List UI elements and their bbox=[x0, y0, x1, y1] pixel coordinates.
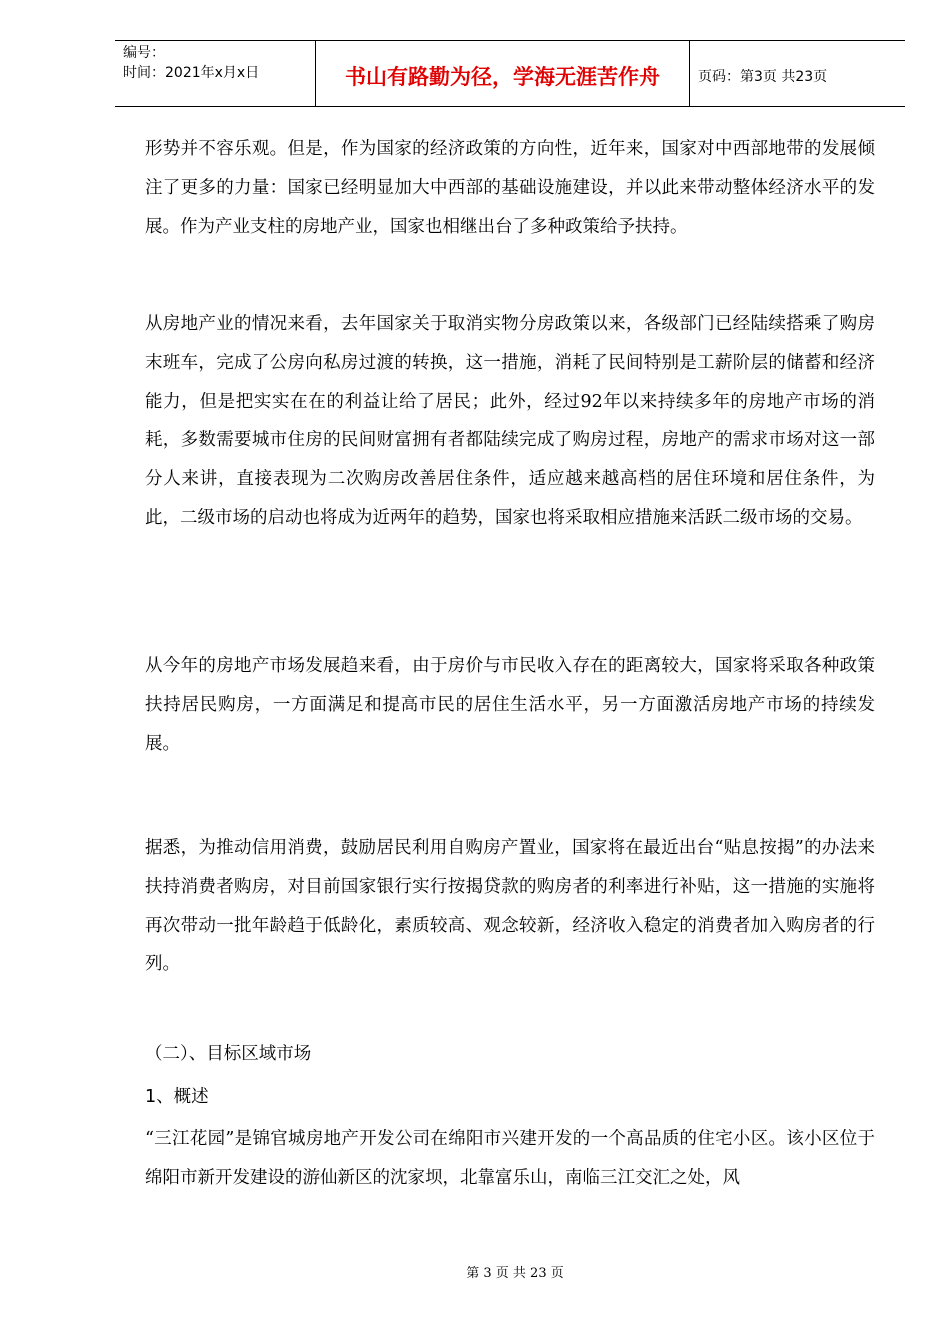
paragraph-2: 从房地产业的情况来看，去年国家关于取消实物分房政策以来，各级部门已经陆续搭乘了购房末班车，完成了公房向私房过渡的转换，这一措施，消耗了民间特别是工薪阶层的储蓄和经济能力，但是把实实在在的利益让给了居民；此外，经过92年以来持续多年的房地产市场的消耗，多数需要城市住房的民间财富拥有者都陆续完成了购房过程，房地产的需求市场对这一部分人来讲，直接表现为二次购房改善居住条件，适应越来越高档的居住环境和居住条件，为此，二级市场的启动也将成为近两年的趋势，国家也将采取相应措施来活跃二级市场的交易。 bbox=[145, 314, 875, 528]
page-header bbox=[115, 40, 905, 107]
subsection-heading: 1、概述 bbox=[145, 1087, 209, 1107]
document-date-label: 时间：2021年x月x日 bbox=[123, 65, 260, 81]
document-number-label: 编号： bbox=[123, 45, 165, 61]
page-footer: 第 3 页 共 23 页 bbox=[466, 1266, 564, 1281]
paragraph-1: 形势并不容乐观。但是，作为国家的经济政策的方向性，近年来，国家对中西部地带的发展倾注了更多的力量：国家已经明显加大中西部的基础设施建设，并以此来带动整体经济水平的发展。作为产业支柱的房地产业，国家也相继出台了多种政策给予扶持。 bbox=[145, 139, 875, 237]
section-heading: （二）、目标区域市场 bbox=[145, 1044, 312, 1064]
header-meta bbox=[115, 41, 316, 106]
paragraph-3: 从今年的房地产市场发展趋来看，由于房价与市民收入存在的距离较大，国家将采取各种政策扶持居民购房，一方面满足和提高市民的居住生活水平，另一方面激活房地产市场的持续发展。 bbox=[145, 656, 875, 754]
header-page-info: 页码：第3页 共23页 bbox=[698, 68, 828, 85]
header-motto: 书山有路勤为径，学海无涯苦作舟 bbox=[316, 41, 690, 106]
paragraph-5: “三江花园”是锦官城房地产开发公司在绵阳市兴建开发的一个高品质的住宅小区。该小区位于绵阳市新开发建设的游仙新区的沈家坝，北靠富乐山，南临三江交汇之处，风 bbox=[145, 1129, 875, 1188]
paragraph-4: 据悉，为推动信用消费，鼓励居民利用自购房产置业，国家将在最近出台“贴息按揭”的办法来扶持消费者购房，对目前国家银行实行按揭贷款的购房者的利率进行补贴，这一措施的实施将再次带动一批年龄趋于低龄化，素质较高、观念较新，经济收入稳定的消费者加入购房者的行列。 bbox=[145, 838, 875, 975]
